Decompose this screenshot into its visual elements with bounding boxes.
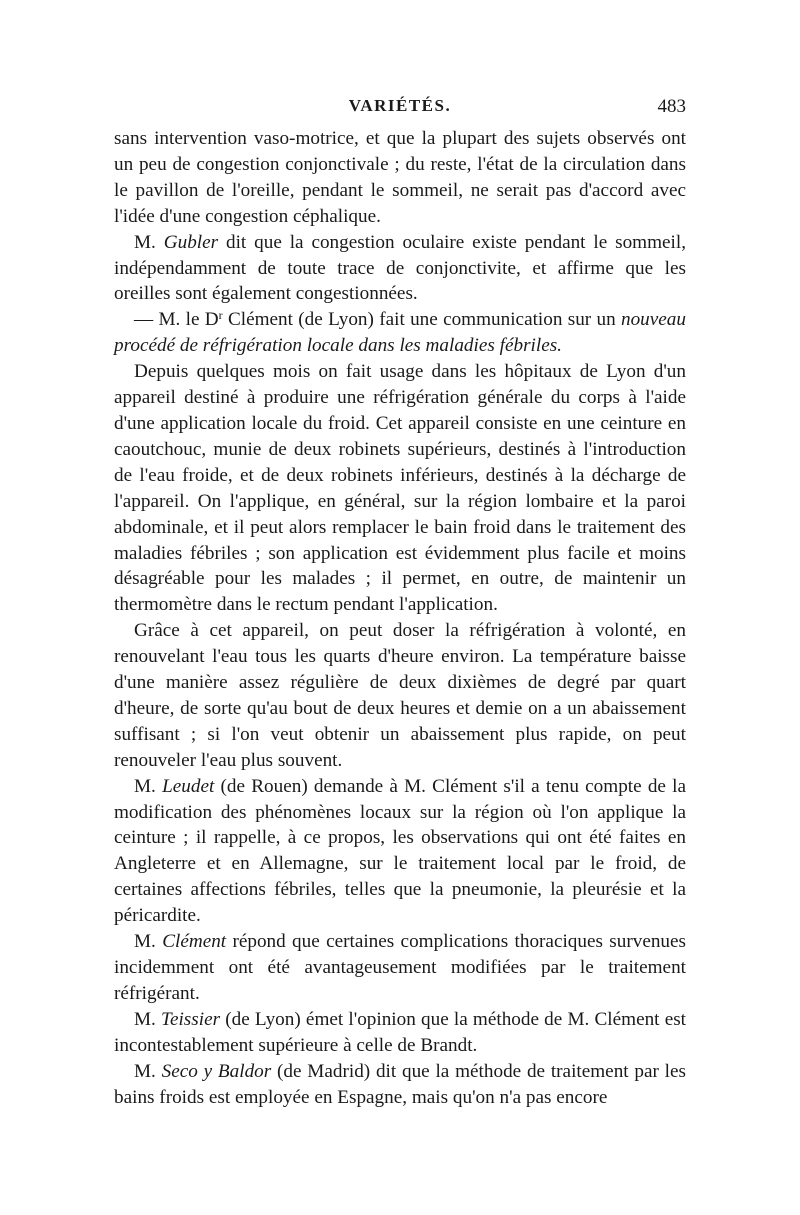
- running-header: [114, 96, 686, 122]
- text-run: (de Rouen) demande à M. Clément s'il a tenu compte de la modification des phénomènes locaux sur la région où l'on applique la ceinture ; il rappelle, à ce propos, les observations qui ont été faites en Angleterre et en Allemagne, sur le traitement local par le froid, de certaines affections fébriles, telles que la pneumonie, la pleurésie et la péricardite.: [114, 775, 687, 927]
- text-run: M.: [134, 231, 164, 253]
- article-body: [114, 126, 686, 1110]
- text-run: M.: [134, 775, 163, 797]
- paragraph: [114, 929, 686, 1007]
- italic-text: nouveau procédé de réfrigération locale dans les maladies fébriles.: [114, 309, 686, 357]
- italic-text: Gubler: [163, 231, 219, 253]
- paragraph: [114, 1007, 686, 1059]
- text-run: M.: [134, 1008, 162, 1030]
- running-title: VARIÉTÉS.: [348, 96, 452, 115]
- page-number: 483: [657, 96, 686, 117]
- paragraph: [114, 307, 686, 359]
- italic-text: Clément: [162, 931, 227, 953]
- paragraph: [114, 230, 686, 308]
- text-run: Depuis quelques mois on fait usage dans les hôpitaux de Lyon d'un appareil destiné à produire une réfrigération générale du corps à l'aide d'une application locale du froid. Cet appareil consiste en une ceinture en caoutchouc, munie de deux robinets supérieurs, destinés à l'introduction de l'eau froide, et de deux robinets inférieurs, destinés à la décharge de l'appareil. On l'applique, en général, sur la région lombaire et la paroi abdominale, et il peut alors remplacer le bain froid dans le traitement des maladies fébriles ; son application est évidemment plus facile et moins désagréable pour les malades ; il permet, en outre, de maintenir un thermomètre dans le rectum pendant l'application.: [114, 361, 686, 616]
- document-page: [114, 96, 686, 1110]
- paragraph: [114, 359, 686, 618]
- text-run: Clément (de Lyon) fait une communication sur un: [222, 309, 621, 331]
- paragraph: [114, 618, 686, 773]
- superscript-text: r: [218, 308, 223, 323]
- text-run: M.: [134, 931, 163, 953]
- text-run: — M. le D: [134, 309, 219, 331]
- text-run: (de Madrid) dit que la méthode de traitement par les bains froids est employée en Espagne, mais qu'on n'a pas encore: [114, 1060, 686, 1108]
- italic-text: Seco y Baldor: [161, 1060, 272, 1082]
- paragraph: [114, 774, 686, 929]
- paragraph: [114, 126, 686, 230]
- paragraph: [114, 1059, 686, 1111]
- text-run: dit que la congestion oculaire existe pendant le sommeil, indépendamment de toute trace de conjonctivite, et affirme que les oreilles sont également congestionnées.: [114, 231, 687, 305]
- text-run: M.: [134, 1060, 162, 1082]
- text-run: sans intervention vaso-motrice, et que la plupart des sujets observés ont un peu de congestion conjonctivale ; du reste, l'état de la circulation dans le pavillon de l'oreille, pendant le sommeil, ne serait pas d'accord avec l'idée d'une congestion céphalique.: [114, 128, 686, 227]
- italic-text: Teissier: [161, 1008, 221, 1030]
- text-run: (de Lyon) émet l'opinion que la méthode de M. Clément est incontestablement supérieure à celle de Brandt.: [114, 1008, 687, 1056]
- italic-text: Leudet: [162, 775, 215, 797]
- text-run: Grâce à cet appareil, on peut doser la réfrigération à volonté, en renouvelant l'eau tous les quarts d'heure environ. La température baisse d'une manière assez régulière de deux dixièmes de degré par quart d'heure, de sorte qu'au bout de deux heures et demie on a un abaissement suffisant ; si l'on veut obtenir un abaissement plus rapide, on peut renouveler l'eau plus souvent.: [114, 620, 686, 771]
- text-run: répond que certaines complications thoraciques survenues incidemment ont été avantageusement modifiées par le traitement réfrigérant.: [114, 931, 687, 1004]
